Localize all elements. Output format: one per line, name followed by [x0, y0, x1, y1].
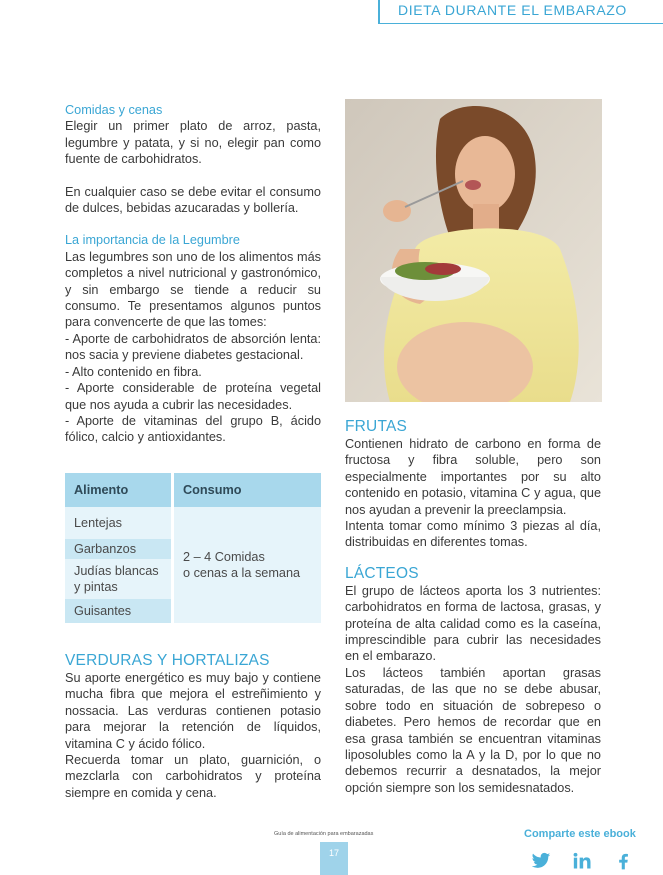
share-ebook-label: Comparte este ebook — [524, 828, 636, 840]
table-cell-food: Lentejas — [65, 507, 173, 539]
frutas-paragraph-1: Contienen hidrato de carbono en forma de fructosa y fibra soluble, pero son especialmente importantes por su alto contenido en potasio, vitamina C y agua, que nos ayudan a prevenir la preeclampsia. — [345, 437, 601, 517]
frutas-heading: FRUTAS — [345, 418, 408, 435]
legumbre-item-1: - Aporte de carbohidratos de absorción lenta: nos sacia y previene diabetes gestacional. — [65, 331, 321, 363]
comidas-paragraph-1: Elegir un primer plato de arroz, pasta, legumbre y patata, y si no, elegir pan como fuente de carbohidratos. — [65, 119, 321, 167]
left-column — [65, 102, 321, 446]
legumbre-item-2: - Alto contenido en fibra. — [65, 364, 202, 379]
legumbres-table — [65, 473, 321, 623]
legumbre-item-4: - Aporte de vitaminas del grupo B, ácido fólico, calcio y antioxidantes. — [65, 413, 321, 445]
lacteos-paragraph-2: Los lácteos también aportan grasas saturadas, de las que no se debe abusar, sobre todo en situación de sobrepeso o diabetes. Pero hemos de recordar que en esa grasa también se encuentran vitaminas liposolubles como la A y la D, por lo que no debemos recurrir a desnatados, la mejor opción siempre son los semidesnatados. — [345, 665, 601, 795]
linkedin-icon[interactable] — [573, 852, 593, 870]
consumo-line-1: 2 – 4 Comidas — [183, 550, 265, 564]
facebook-icon[interactable] — [614, 852, 634, 870]
frutas-paragraph-2: Intenta tomar como mínimo 3 piezas al día, distribuidas en diferentes tomas. — [345, 519, 601, 550]
table-header-alimento: Alimento — [65, 473, 173, 507]
twitter-icon[interactable] — [531, 852, 551, 870]
legumbre-intro: Las legumbres son uno de los alimentos más completos a nivel nutricional y gastronómico, y sin embargo se tiende a reducir su consumo. Te presentamos algunos puntos para convencerte de que las tomes: — [65, 249, 321, 330]
footer-caption: Guía de alimentación para embarazadas — [274, 831, 374, 837]
table-cell-food: Judías blancas y pintas — [65, 559, 173, 599]
table-header-consumo: Consumo — [173, 473, 322, 507]
table-cell-consumo — [173, 507, 322, 623]
header-rule-horizontal — [378, 23, 663, 24]
pregnant-woman-eating-photo — [345, 99, 602, 402]
page-number: 17 — [320, 842, 348, 875]
legumbre-item-3: - Aporte considerable de proteína vegetal que nos ayuda a cubrir las necesidades. — [65, 381, 321, 412]
table-cell-food: Garbanzos — [65, 539, 173, 559]
comidas-paragraph-2: En cualquier caso se debe evitar el consumo de dulces, bebidas azucaradas y bollería. — [65, 184, 321, 216]
comidas-heading: Comidas y cenas — [65, 103, 163, 117]
legumbre-heading: La importancia de la Legumbre — [65, 233, 240, 248]
consumo-line-2: o cenas a la semana — [183, 566, 301, 580]
verduras-section — [65, 652, 321, 801]
table-cell-food: Guisantes — [65, 599, 173, 623]
lacteos-heading: LÁCTEOS — [345, 564, 419, 582]
verduras-paragraph-2: Recuerda tomar un plato, guarnición, o mezclarla con carbohidratos y proteína siempre en comida y cena. — [65, 753, 321, 800]
header-rule-vertical — [378, 0, 380, 24]
lacteos-paragraph-1: El grupo de lácteos aporta los 3 nutrientes: carbohidratos en forma de lactosa, grasas, y proteína de alta calidad como es la caseína, imprescindible para cubrir las necesidades en el embarazo. — [345, 583, 601, 664]
page-header-title: DIETA DURANTE EL EMBARAZO — [398, 2, 627, 18]
verduras-heading: VERDURAS Y HORTALIZAS — [65, 652, 270, 669]
verduras-paragraph-1: Su aporte energético es muy bajo y contiene mucha fibra que mejora el estreñimiento y nossacia. Las verduras contienen potasio para mejorar la retención de líquidos, vitamina C y ácido fólico. — [65, 671, 321, 751]
right-column — [345, 418, 601, 796]
